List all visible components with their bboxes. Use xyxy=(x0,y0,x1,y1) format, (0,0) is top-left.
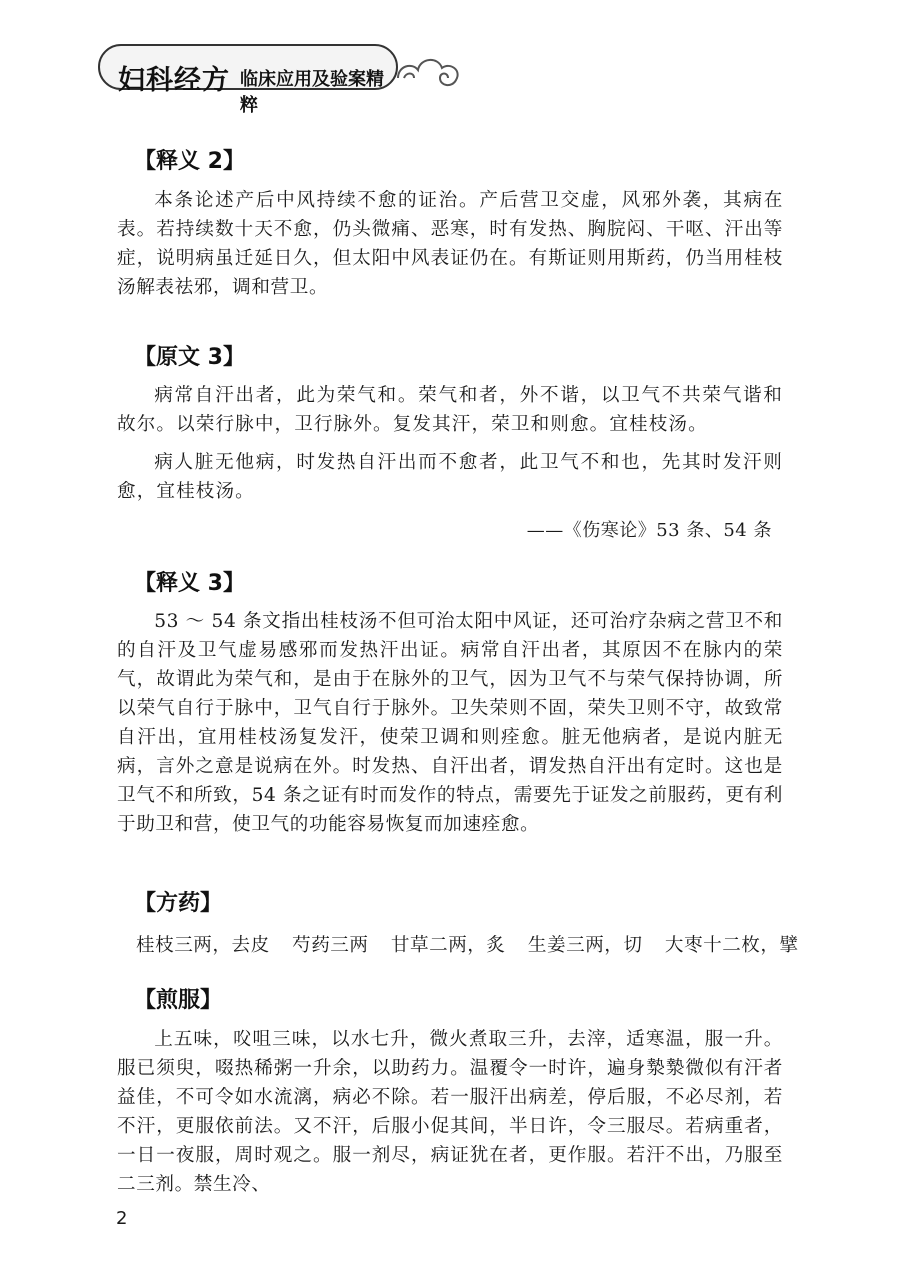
formula-line xyxy=(136,931,799,957)
paragraph-jianfu: 上五味，㕮咀三味，以水七升，微火煮取三升，去滓，适寒温，服一升。服已须臾，啜热稀粥一升余，以助药力。温覆令一时许，遍身漐漐微似有汗者益佳，不可令如水流漓，病必不除。若一服汗出病差，停后服，不必尽剂，若不汗，更服依前法。又不汗，后服小促其间，半日许，令三服尽。若病重者，一日一夜服，周时观之。服一剂尽，病证犹在者，更作服。若汗不出，乃服至二三剂。禁生冷、 xyxy=(117,1029,783,1195)
book-title: 妇科经方 xyxy=(118,65,230,96)
paragraph-yuanwen3-1: 病常自汗出者，此为荣气和。荣气和者，外不谐，以卫气不共荣气谐和故尔。以荣行脉中，卫行脉外。复发其汗，荣卫和则愈。宜桂枝汤。 xyxy=(117,385,783,435)
herb-item: 桂枝三两，去皮 xyxy=(136,935,270,956)
herb-item: 生姜三两，切 xyxy=(527,935,643,956)
heading-yuanwen3: 【原文 3】 xyxy=(134,345,245,370)
header-title-box xyxy=(98,44,398,116)
page-number: 2 xyxy=(116,1208,128,1229)
heading-shiyi3: 【释义 3】 xyxy=(134,571,245,596)
heading-shiyi2: 【释义 2】 xyxy=(134,149,245,174)
heading-jianfu: 【煎服】 xyxy=(134,988,223,1013)
cloud-ornament-icon xyxy=(394,48,464,94)
paragraph-shiyi3: 53 ～ 54 条文指出桂枝汤不但可治太阳中风证，还可治疗杂病之营卫不和的自汗及卫气虚易感邪而发热汗出证。病常自汗出者，其原因不在脉内的荣气，故谓此为荣气和，是由于在脉外的卫气，因为卫气不与荣气保持协调，所以荣气自行于脉中，卫气自行于脉外。卫失荣则不固，荣失卫则不守，故致常自汗出，宜用桂枝汤复发汗，使荣卫调和则痊愈。脏无他病者，是说内脏无病，言外之意是说病在外。时发热、自汗出者，谓发热自汗出有定时。这也是卫气不和所致，54 条之证有时而发作的特点，需要先于证发之前服药，更有利于助卫和营，使卫气的功能容易恢复而加速痊愈。 xyxy=(117,611,783,835)
paragraph-yuanwen3-2: 病人脏无他病，时发热自汗出而不愈者，此卫气不和也，先其时发汗则愈，宜桂枝汤。 xyxy=(117,452,783,502)
herb-item: 甘草二两，炙 xyxy=(390,935,506,956)
heading-fangyao: 【方药】 xyxy=(134,891,223,916)
herb-item: 大枣十二枚，擘 xyxy=(664,935,799,956)
herb-item: 芍药三两 xyxy=(292,935,369,956)
book-subtitle: 临床应用及验案精粹 xyxy=(240,69,384,116)
paragraph-shiyi2: 本条论述产后中风持续不愈的证治。产后营卫交虚，风邪外袭，其病在表。若持续数十天不愈，仍头微痛、恶寒，时有发热、胸脘闷、干呕、汗出等症，说明病虽迁延日久，但太阳中风表证仍在。有斯证则用斯药，仍当用桂枝汤解表祛邪，调和营卫。 xyxy=(117,190,783,298)
running-header xyxy=(98,38,478,116)
source-citation: ——《伤寒论》53 条、54 条 xyxy=(526,520,772,541)
